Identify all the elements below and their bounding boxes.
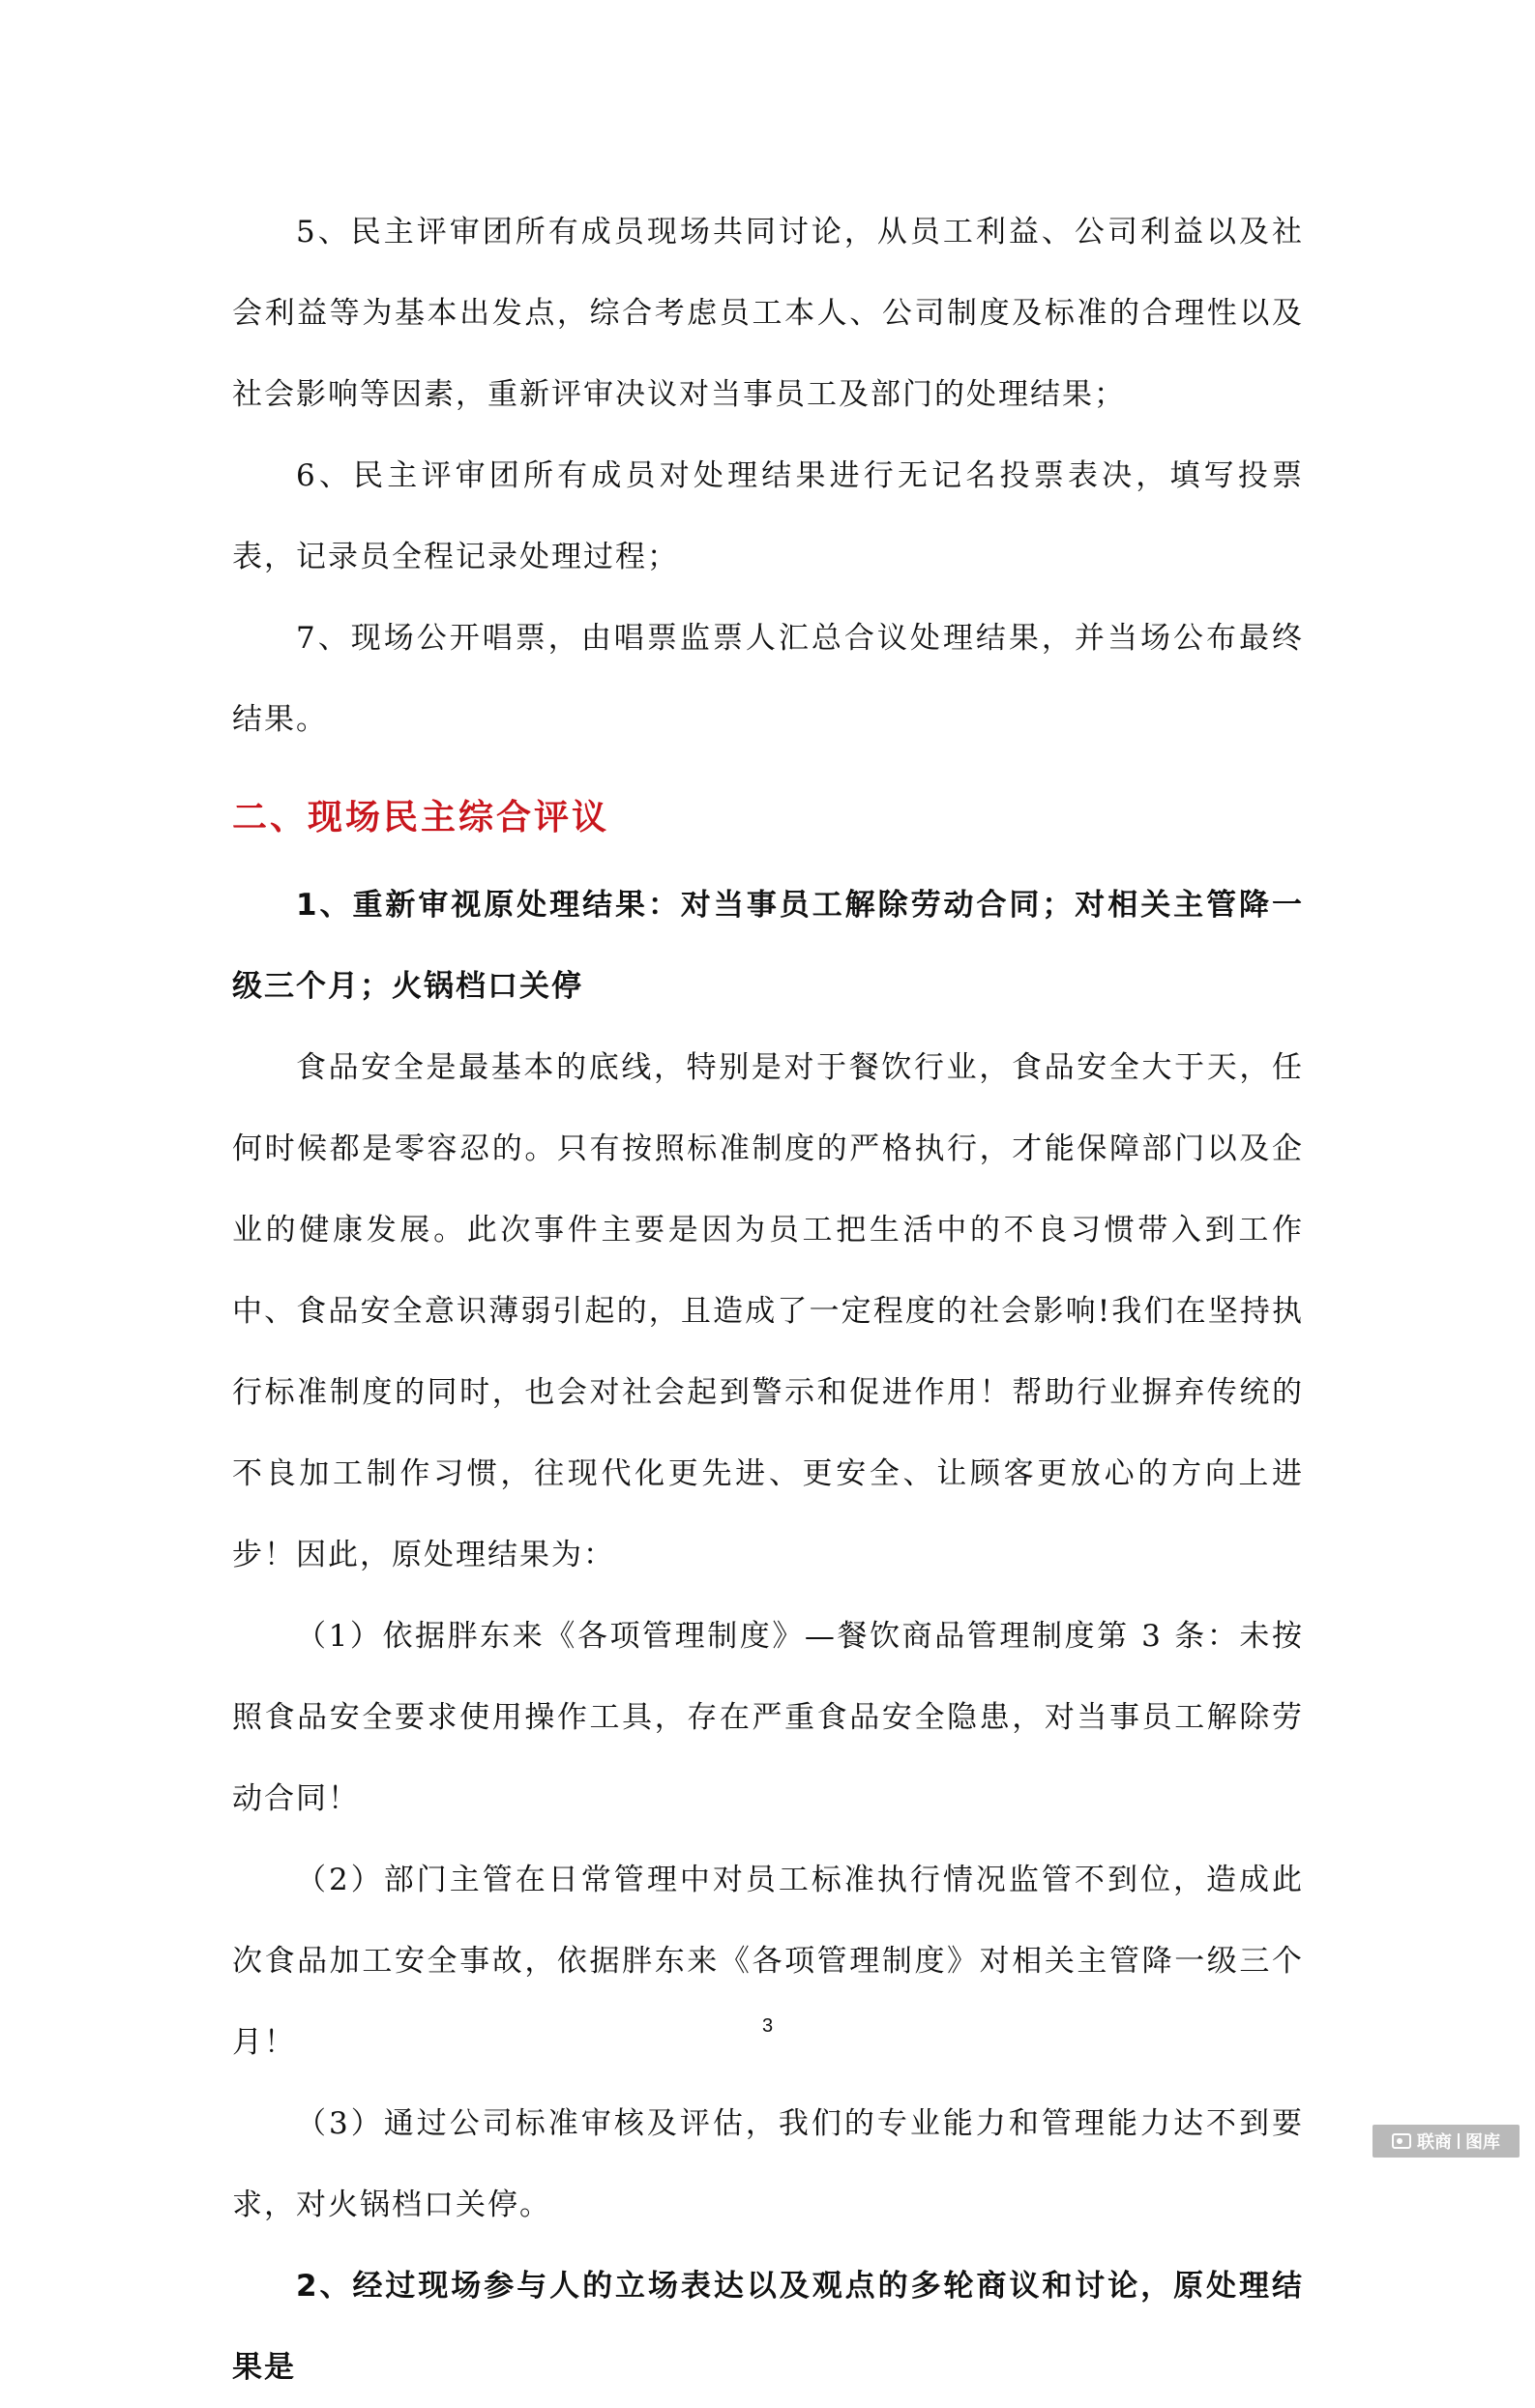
- watermark-badge: [1373, 2125, 1520, 2158]
- watermark-left-text: 联商: [1417, 2132, 1452, 2153]
- body-paragraph: 食品安全是最基本的底线，特别是对于餐饮行业，食品安全大于天，任何时候都是零容忍的。只有按照标准制度的严格执行，才能保障部门以及企业的健康发展。此次事件主要是因为员工把生活中的不良习惯带入到工作中、食品安全意识薄弱引起的，且造成了一定程度的社会影响!我们在坚持执行标准制度的同时，也会对社会起到警示和促进作用！帮助行业摒弃传统的不良加工制作习惯，往现代化更先进、更安全、让顾客更放心的方向上进步！因此，原处理结果为：: [232, 1050, 1304, 1572]
- section-heading: 二、现场民主综合评议: [232, 798, 610, 837]
- image-icon: [1392, 2133, 1411, 2149]
- subheading-1: 1、重新审视原处理结果：对当事员工解除劳动合同；对相关主管降一级三个月；火锅档口关停: [232, 888, 1304, 1004]
- page-content: [232, 191, 1304, 2408]
- paragraph-step-5: 5、民主评审团所有成员现场共同讨论，从员工利益、公司利益以及社会利益等为基本出发点，综合考虑员工本人、公司制度及标准的合理性以及社会影响等因素，重新评审决议对当事员工及部门的处理结果；: [232, 215, 1304, 412]
- list-item-2: （2）部门主管在日常管理中对员工标准执行情况监管不到位，造成此次食品加工安全事故，依据胖东来《各项管理制度》对相关主管降一级三个月！: [232, 1863, 1304, 2060]
- list-item-1: （1）依据胖东来《各项管理制度》—餐饮商品管理制度第 3 条：未按照食品安全要求使用操作工具，存在严重食品安全隐患，对当事员工解除劳动合同！: [232, 1619, 1304, 1816]
- paragraph-step-6: 6、民主评审团所有成员对处理结果进行无记名投票表决，填写投票表，记录员全程记录处理过程；: [232, 458, 1304, 574]
- watermark-right-text: 图库: [1465, 2132, 1500, 2153]
- paragraph-step-7: 7、现场公开唱票，由唱票监票人汇总合议处理结果，并当场公布最终结果。: [232, 621, 1304, 737]
- list-item-3: （3）通过公司标准审核及评估，我们的专业能力和管理能力达不到要求，对火锅档口关停。: [232, 2106, 1304, 2222]
- watermark-separator: [1458, 2133, 1460, 2149]
- subheading-2: 2、经过现场参与人的立场表达以及观点的多轮商议和讨论，原处理结果是: [232, 2269, 1304, 2385]
- page-number: 3: [761, 2015, 774, 2037]
